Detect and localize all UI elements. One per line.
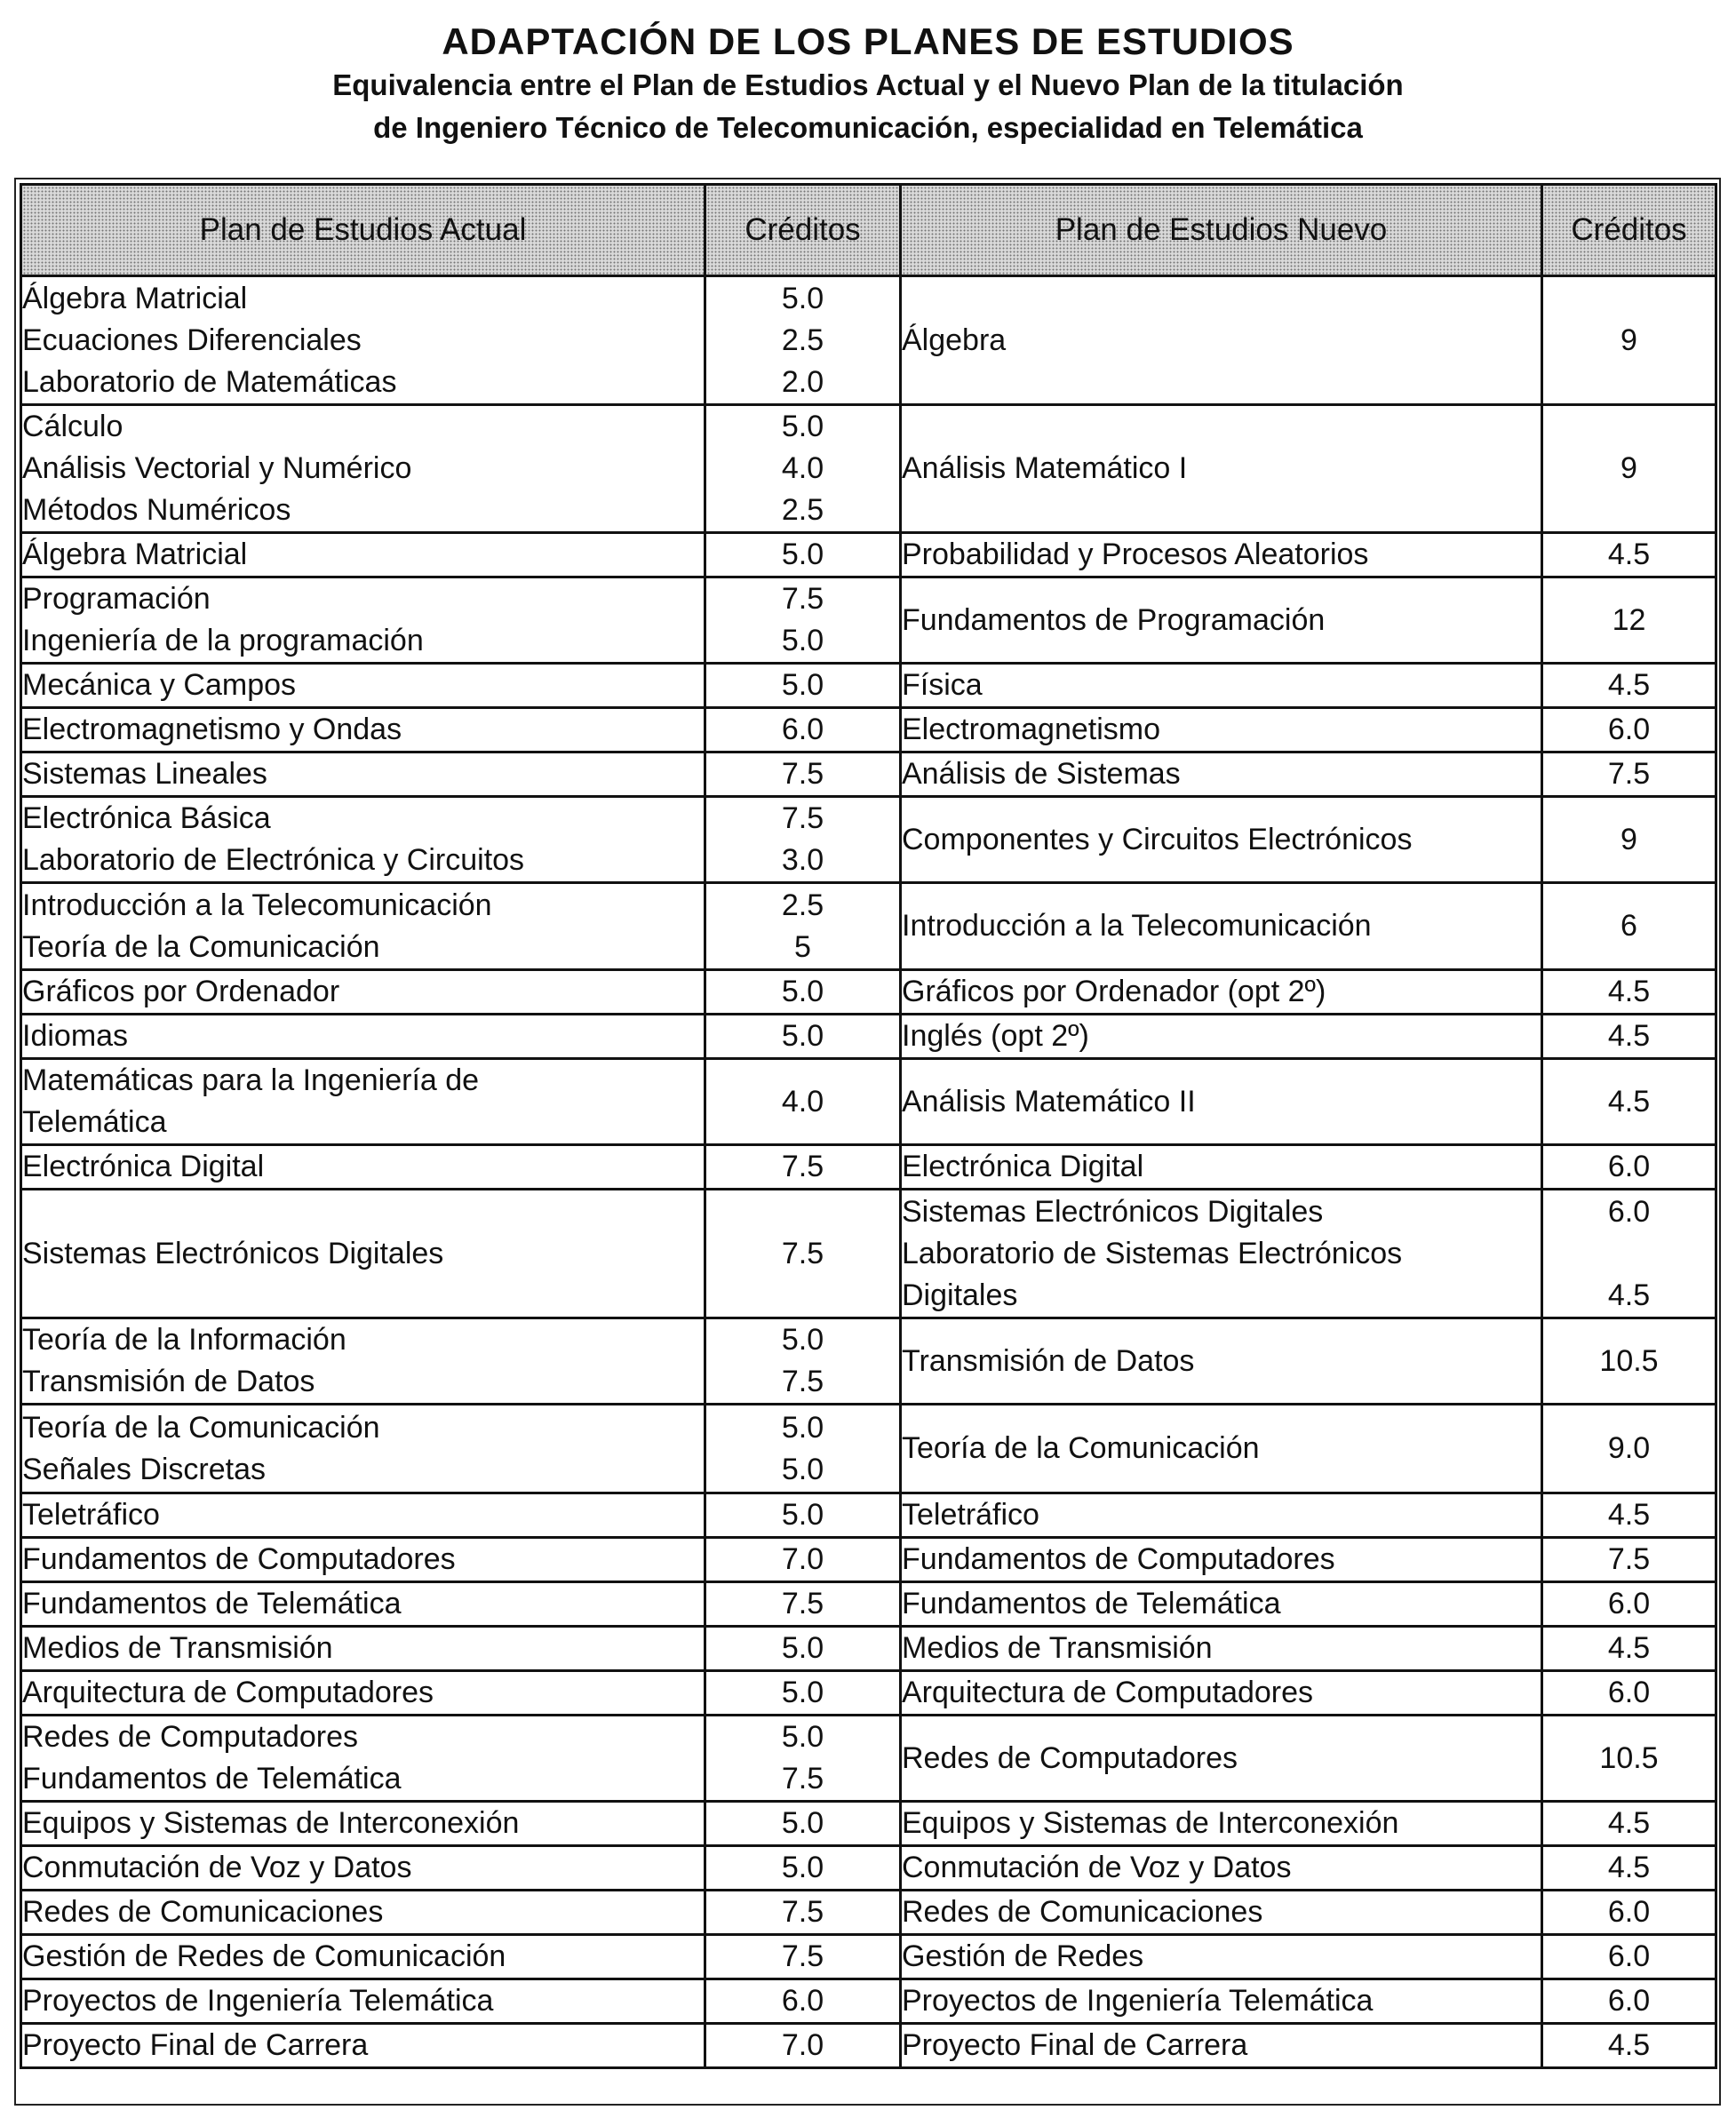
new-subject: Redes de Computadores: [902, 1740, 1238, 1775]
new-credits-cell: [1542, 1582, 1716, 1627]
current-subject: Señales Discretas: [22, 1452, 267, 1486]
current-subject: Laboratorio de Electrónica y Circuitos: [22, 843, 525, 877]
new-subject: Transmisión de Datos: [902, 1343, 1195, 1378]
new-subject: Fundamentos de Computadores: [902, 1542, 1335, 1576]
new-subject: Análisis de Sistemas: [902, 757, 1181, 791]
current-credits-cell: [705, 1538, 901, 1582]
current-credits-cell: [705, 533, 901, 577]
new-credits-cell: [1542, 1935, 1716, 1979]
current-credits-cell: [705, 708, 901, 752]
new-credits: 10.5: [1599, 1740, 1659, 1775]
table-row: [21, 1935, 1716, 1979]
new-credits: 4.5: [1607, 537, 1651, 571]
current-subject-cell: [21, 1891, 705, 1935]
current-subject-cell: [21, 1405, 705, 1493]
current-credits: 5.0: [781, 1851, 824, 1884]
table-row: [21, 1671, 1716, 1716]
new-subject: Teoría de la Comunicación: [902, 1431, 1260, 1465]
new-subject: Fundamentos de Telemática: [902, 1587, 1281, 1620]
new-subject: Arquitectura de Computadores: [902, 1676, 1314, 1709]
table-row: [21, 664, 1716, 708]
current-credits: 5.0: [781, 1323, 824, 1357]
current-credits: 5.0: [781, 1410, 824, 1445]
new-credits: 4.5: [1607, 1851, 1651, 1884]
current-subject-cell: [21, 1145, 705, 1190]
new-credits: 6.0: [1607, 1939, 1651, 1973]
current-subject: Fundamentos de Telemática: [22, 1762, 402, 1796]
new-credits-cell: [1542, 1190, 1716, 1318]
current-subject: Medios de Transmisión: [22, 1631, 333, 1665]
current-credits: 5.0: [781, 281, 824, 315]
new-credits: 9: [1621, 822, 1637, 856]
current-credits: 7.5: [781, 801, 824, 835]
new-subject-cell: [901, 1582, 1542, 1627]
table-row: [21, 708, 1716, 752]
current-credits: 2.5: [781, 493, 824, 527]
current-subject-cell: [21, 1318, 705, 1405]
current-credits: 7.5: [781, 582, 824, 616]
new-credits: 4.5: [1607, 975, 1651, 1008]
current-subject-cell: [21, 797, 705, 883]
new-credits-cell: [1542, 1716, 1716, 1802]
new-subject-cell: [901, 664, 1542, 708]
current-subject: Ingeniería de la programación: [22, 624, 424, 657]
table-row: [21, 1190, 1716, 1318]
current-subject: Electrónica Digital: [22, 1150, 265, 1183]
current-credits-cell: [705, 1190, 901, 1318]
current-subject-cell: [21, 1190, 705, 1318]
new-credits-cell: [1542, 1145, 1716, 1190]
current-subject: Teoría de la Comunicación: [22, 1410, 380, 1445]
current-credits-cell: [705, 1582, 901, 1627]
current-subject: Sistemas Lineales: [22, 757, 267, 791]
current-subject: Sistemas Electrónicos Digitales: [22, 1236, 444, 1270]
current-subject: Introducción a la Telecomunicación: [22, 888, 492, 922]
new-subject: Gestión de Redes: [902, 1939, 1144, 1973]
new-credits: 12: [1612, 602, 1646, 637]
current-credits-cell: [705, 405, 901, 533]
new-credits: 9: [1621, 451, 1637, 485]
current-credits: 2.5: [781, 322, 824, 357]
current-subject: Teletráfico: [22, 1498, 160, 1532]
new-credits-cell: [1542, 797, 1716, 883]
new-subject: Introducción a la Telecomunicación: [902, 909, 1372, 943]
new-subject-cell: [901, 1891, 1542, 1935]
current-subject: Mecánica y Campos: [22, 668, 297, 702]
table-row: [21, 1145, 1716, 1190]
current-credits: 6.0: [781, 713, 824, 746]
new-subject-cell: [901, 1059, 1542, 1145]
new-subject: Medios de Transmisión: [902, 1631, 1213, 1665]
new-credits-cell: [1542, 1059, 1716, 1145]
current-subject: Fundamentos de Telemática: [22, 1587, 402, 1620]
current-subject: Ecuaciones Diferenciales: [22, 322, 362, 357]
new-credits-cell: [1542, 533, 1716, 577]
current-credits: 7.5: [781, 1587, 824, 1620]
current-credits: 7.5: [781, 1895, 824, 1929]
new-subject-cell: [901, 1538, 1542, 1582]
current-credits-cell: [705, 1716, 901, 1802]
new-subject-cell: [901, 2024, 1542, 2068]
new-credits-cell: [1542, 1015, 1716, 1059]
current-subject: Transmisión de Datos: [22, 1365, 315, 1398]
new-credits: 6.0: [1607, 1587, 1651, 1620]
new-credits-cell: [1542, 1802, 1716, 1846]
current-subject-cell: [21, 970, 705, 1015]
current-credits: 5.0: [781, 1498, 824, 1532]
current-credits: 3.0: [781, 843, 824, 877]
new-subject-cell: [901, 797, 1542, 883]
current-credits: 5.0: [781, 1019, 824, 1053]
current-credits: 5.0: [781, 537, 824, 571]
new-subject: Inglés (opt 2º): [902, 1019, 1089, 1053]
table-row: [21, 1846, 1716, 1891]
table-row: [21, 970, 1716, 1015]
new-subject: Laboratorio de Sistemas Electrónicos: [902, 1236, 1403, 1270]
table-row: [21, 1716, 1716, 1802]
new-subject-cell: [901, 577, 1542, 664]
table-row: [21, 533, 1716, 577]
current-credits: 5.0: [781, 1631, 824, 1665]
new-credits-cell: [1542, 752, 1716, 797]
new-subject: Conmutación de Voz y Datos: [902, 1851, 1292, 1884]
table-row: [21, 1493, 1716, 1538]
new-credits-cell: [1542, 1671, 1716, 1716]
current-subject-cell: [21, 2024, 705, 2068]
current-subject-cell: [21, 1979, 705, 2024]
current-credits-cell: [705, 2024, 901, 2068]
current-credits: 5.0: [781, 410, 824, 443]
current-subject-cell: [21, 752, 705, 797]
current-credits: 7.5: [781, 1150, 824, 1183]
current-credits: 5: [794, 929, 811, 964]
current-credits-cell: [705, 1493, 901, 1538]
current-credits-cell: [705, 1891, 901, 1935]
new-subject-cell: [901, 1015, 1542, 1059]
current-credits: 7.0: [781, 1542, 824, 1576]
new-subject-cell: [901, 970, 1542, 1015]
current-credits: 2.0: [781, 364, 824, 399]
current-credits: 7.0: [781, 2028, 824, 2062]
table-row: [21, 1318, 1716, 1405]
current-credits: 5.0: [781, 1806, 824, 1840]
new-credits: 7.5: [1607, 757, 1651, 791]
current-subject-cell: [21, 883, 705, 970]
current-subject: Telemática: [22, 1105, 167, 1139]
current-credits-cell: [705, 664, 901, 708]
new-subject-cell: [901, 1846, 1542, 1891]
current-subject-cell: [21, 1493, 705, 1538]
current-subject: Conmutación de Voz y Datos: [22, 1851, 412, 1884]
current-credits: 5.0: [781, 975, 824, 1008]
new-credits-cell: [1542, 1979, 1716, 2024]
table-row: [21, 1015, 1716, 1059]
current-credits: 6.0: [781, 1984, 824, 2018]
current-credits: 5.0: [781, 624, 824, 657]
current-subject-cell: [21, 1015, 705, 1059]
table-row: [21, 1059, 1716, 1145]
new-subject: Componentes y Circuitos Electrónicos: [902, 822, 1413, 856]
new-subject: Análisis Matemático I: [902, 451, 1188, 485]
table-row: [21, 883, 1716, 970]
header-new-credits: Créditos: [1542, 185, 1716, 276]
current-subject: Gestión de Redes de Comunicación: [22, 1939, 506, 1973]
new-credits: 6.0: [1607, 1150, 1651, 1183]
new-credits: 4.5: [1607, 1498, 1651, 1532]
table-row: [21, 1538, 1716, 1582]
table-row: [21, 1405, 1716, 1493]
new-credits-cell: [1542, 2024, 1716, 2068]
table-row: [21, 752, 1716, 797]
document-subtitle-line-1: Equivalencia entre el Plan de Estudios Actual y el Nuevo Plan de la titulación: [332, 68, 1404, 101]
new-subject-cell: [901, 883, 1542, 970]
current-credits: 5.0: [781, 1676, 824, 1709]
current-credits: 5.0: [781, 1452, 824, 1486]
current-credits-cell: [705, 797, 901, 883]
new-credits: 6: [1621, 909, 1637, 943]
header-new-plan: Plan de Estudios Nuevo: [901, 185, 1542, 276]
current-subject: Redes de Computadores: [22, 1720, 359, 1754]
new-subject: Redes de Comunicaciones: [902, 1895, 1263, 1929]
current-subject-cell: [21, 1935, 705, 1979]
current-subject: Proyecto Final de Carrera: [22, 2028, 369, 2062]
new-subject-cell: [901, 1935, 1542, 1979]
new-credits: 4.5: [1607, 1806, 1651, 1840]
current-credits: 7.5: [781, 1939, 824, 1973]
current-credits-cell: [705, 1802, 901, 1846]
new-subject: Sistemas Electrónicos Digitales: [902, 1194, 1324, 1229]
new-credits-cell: [1542, 883, 1716, 970]
equivalence-table: [20, 183, 1717, 2069]
header-current-plan: Plan de Estudios Actual: [21, 185, 705, 276]
document-header: [0, 20, 1736, 149]
new-subject-cell: [901, 752, 1542, 797]
new-subject: Digitales: [902, 1278, 1018, 1312]
table-row: [21, 405, 1716, 533]
current-subject-cell: [21, 708, 705, 752]
current-credits-cell: [705, 1405, 901, 1493]
new-credits: 10.5: [1599, 1343, 1659, 1378]
new-credits-cell: [1542, 1318, 1716, 1405]
current-subject-cell: [21, 276, 705, 405]
new-subject: Electrónica Digital: [902, 1150, 1144, 1183]
new-subject-cell: [901, 276, 1542, 405]
new-subject-cell: [901, 708, 1542, 752]
table-row: [21, 1802, 1716, 1846]
new-subject-cell: [901, 1493, 1542, 1538]
current-subject-cell: [21, 1716, 705, 1802]
new-credits: 4.5: [1607, 1084, 1651, 1119]
new-credits: 6.0: [1607, 1676, 1651, 1709]
current-subject-cell: [21, 664, 705, 708]
new-subject: Gráficos por Ordenador (opt 2º): [902, 975, 1326, 1008]
current-credits: 4.0: [781, 1084, 824, 1119]
new-subject-cell: [901, 1145, 1542, 1190]
table-body: [21, 276, 1716, 2068]
new-credits-cell: [1542, 1846, 1716, 1891]
current-credits: 7.5: [781, 1236, 824, 1270]
new-subject: Electromagnetismo: [902, 713, 1161, 746]
new-credits: 4.5: [1607, 1631, 1651, 1665]
new-credits: 4.5: [1607, 1019, 1651, 1053]
new-credits-cell: [1542, 1891, 1716, 1935]
new-credits-cell: [1542, 577, 1716, 664]
table-row: [21, 1979, 1716, 2024]
table-row: [21, 2024, 1716, 2068]
current-subject-cell: [21, 405, 705, 533]
current-subject-cell: [21, 1627, 705, 1671]
current-subject: Métodos Numéricos: [22, 493, 291, 527]
table-row: [21, 1891, 1716, 1935]
table-row: [21, 276, 1716, 405]
new-subject-cell: [901, 1318, 1542, 1405]
current-subject: Equipos y Sistemas de Interconexión: [22, 1806, 520, 1840]
current-subject: Idiomas: [22, 1019, 129, 1053]
current-credits-cell: [705, 1059, 901, 1145]
new-credits: 6.0: [1607, 1984, 1651, 2018]
current-subject: Álgebra Matricial: [22, 281, 248, 315]
new-subject: Fundamentos de Programación: [902, 602, 1326, 637]
new-credits: 9: [1621, 322, 1637, 357]
new-credits-cell: [1542, 405, 1716, 533]
new-subject: Proyecto Final de Carrera: [902, 2028, 1248, 2062]
table-row: [21, 797, 1716, 883]
new-subject: Análisis Matemático II: [902, 1084, 1196, 1119]
new-subject-cell: [901, 1671, 1542, 1716]
new-subject: Teletráfico: [902, 1498, 1039, 1532]
document-title: ADAPTACIÓN DE LOS PLANES DE ESTUDIOS: [442, 20, 1294, 62]
current-credits-cell: [705, 752, 901, 797]
current-subject: Electromagnetismo y Ondas: [22, 713, 402, 746]
new-credits-cell: [1542, 970, 1716, 1015]
new-subject: Proyectos de Ingeniería Telemática: [902, 1984, 1374, 2018]
table-row: [21, 1582, 1716, 1627]
new-credits: 7.5: [1607, 1542, 1651, 1576]
current-subject-cell: [21, 1671, 705, 1716]
new-credits-cell: [1542, 1405, 1716, 1493]
new-subject-cell: [901, 405, 1542, 533]
current-subject-cell: [21, 577, 705, 664]
new-credits: 6.0: [1607, 713, 1651, 746]
current-credits-cell: [705, 1671, 901, 1716]
current-subject-cell: [21, 533, 705, 577]
new-subject: Álgebra: [902, 322, 1007, 357]
current-subject: Programación: [22, 582, 211, 616]
current-subject: Matemáticas para la Ingeniería de: [22, 1063, 480, 1097]
new-credits: 4.5: [1607, 668, 1651, 702]
table-row: [21, 577, 1716, 664]
current-credits: 7.5: [781, 757, 824, 791]
current-credits: 7.5: [781, 1365, 824, 1398]
new-credits-cell: [1542, 276, 1716, 405]
current-subject: Proyectos de Ingeniería Telemática: [22, 1984, 494, 2018]
new-credits: 4.5: [1607, 2028, 1651, 2062]
current-subject: Cálculo: [22, 410, 123, 443]
current-credits-cell: [705, 970, 901, 1015]
current-subject: Fundamentos de Computadores: [22, 1542, 456, 1576]
current-credits-cell: [705, 1627, 901, 1671]
current-subject-cell: [21, 1059, 705, 1145]
new-subject-cell: [901, 1802, 1542, 1846]
current-credits-cell: [705, 276, 901, 405]
current-credits: 2.5: [781, 888, 824, 922]
new-credits-cell: [1542, 664, 1716, 708]
current-subject-cell: [21, 1538, 705, 1582]
document-subtitle-line-2: de Ingeniero Técnico de Telecomunicación, especialidad en Telemática: [373, 111, 1363, 144]
new-subject: Física: [902, 668, 983, 702]
current-credits: 4.0: [781, 451, 824, 485]
current-subject: Arquitectura de Computadores: [22, 1676, 434, 1709]
new-credits: 6.0: [1607, 1895, 1651, 1929]
new-credits: [1543, 1233, 1715, 1275]
current-credits-cell: [705, 1979, 901, 2024]
new-subject-cell: [901, 1716, 1542, 1802]
current-subject: Teoría de la Comunicación: [22, 929, 380, 964]
current-credits-cell: [705, 1935, 901, 1979]
current-credits: 7.5: [781, 1762, 824, 1796]
current-credits-cell: [705, 1318, 901, 1405]
current-subject: Electrónica Básica: [22, 801, 271, 835]
current-subject-cell: [21, 1582, 705, 1627]
current-subject-cell: [21, 1802, 705, 1846]
current-credits: 5.0: [781, 668, 824, 702]
current-credits: 5.0: [781, 1720, 824, 1754]
new-credits: 4.5: [1607, 1278, 1651, 1312]
current-subject: Análisis Vectorial y Numérico: [22, 451, 412, 485]
new-credits-cell: [1542, 1493, 1716, 1538]
new-subject-cell: [901, 1979, 1542, 2024]
current-subject: Gráficos por Ordenador: [22, 975, 340, 1008]
current-subject-cell: [21, 1846, 705, 1891]
new-subject-cell: [901, 1627, 1542, 1671]
table-header-row: [21, 185, 1716, 276]
new-subject: Probabilidad y Procesos Aleatorios: [902, 537, 1369, 571]
new-credits: 6.0: [1607, 1194, 1651, 1229]
current-subject: Redes de Comunicaciones: [22, 1895, 384, 1929]
current-subject: Álgebra Matricial: [22, 537, 248, 571]
new-credits-cell: [1542, 708, 1716, 752]
current-credits-cell: [705, 1145, 901, 1190]
new-credits-cell: [1542, 1627, 1716, 1671]
new-subject-cell: [901, 1405, 1542, 1493]
new-credits-cell: [1542, 1538, 1716, 1582]
new-subject: Equipos y Sistemas de Interconexión: [902, 1806, 1399, 1840]
new-subject-cell: [901, 533, 1542, 577]
current-credits-cell: [705, 1015, 901, 1059]
new-subject-cell: [901, 1190, 1542, 1318]
current-credits-cell: [705, 577, 901, 664]
current-subject: Laboratorio de Matemáticas: [22, 364, 397, 399]
current-credits-cell: [705, 883, 901, 970]
table-row: [21, 1627, 1716, 1671]
current-credits-cell: [705, 1846, 901, 1891]
header-current-credits: Créditos: [705, 185, 901, 276]
new-credits: 9.0: [1607, 1431, 1651, 1465]
current-subject: Teoría de la Información: [22, 1323, 346, 1357]
